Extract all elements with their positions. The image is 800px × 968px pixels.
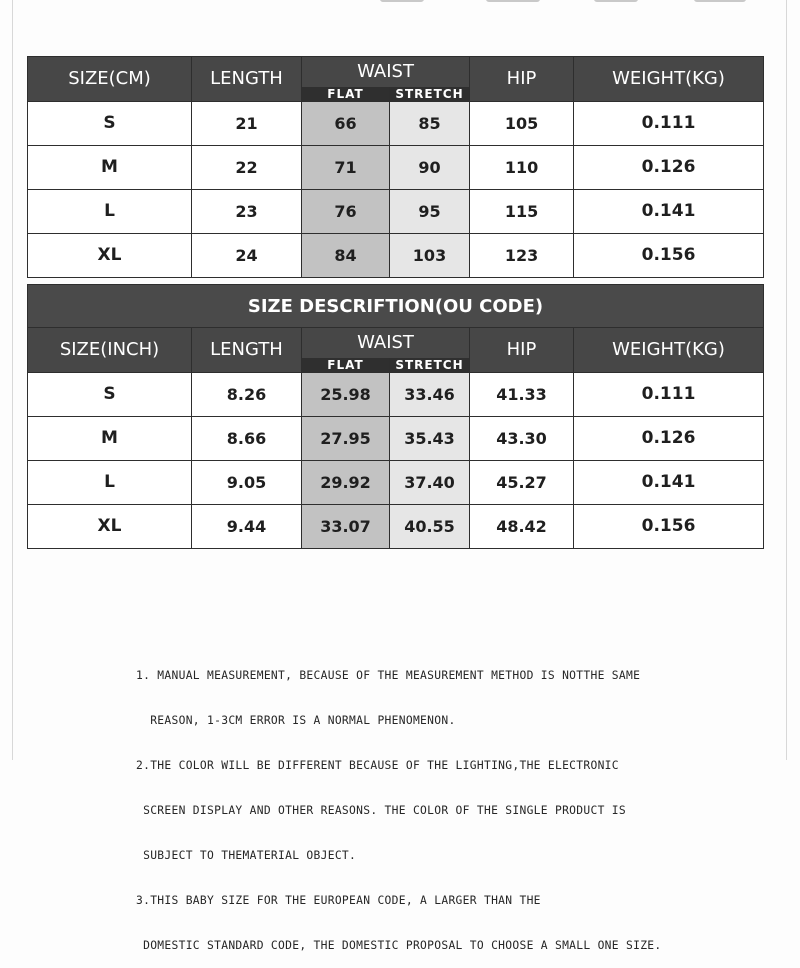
table-row — [28, 145, 764, 189]
weight-cell: 0.126 — [574, 416, 764, 460]
size-table-cm — [27, 56, 764, 278]
size-cell: L — [28, 189, 192, 233]
waist-flat-cell: 84 — [302, 233, 390, 277]
table-title: SIZE DESCRIFTION(OU CODE) — [28, 285, 764, 328]
table-row — [28, 101, 764, 145]
title-row — [28, 285, 764, 328]
length-cell: 9.05 — [192, 460, 302, 504]
note-line: SUBJECT TO THEMATERIAL OBJECT. — [136, 849, 357, 862]
hip-cell: 105 — [470, 101, 574, 145]
hip-column-header: HIP — [470, 328, 574, 373]
weight-column-header: WEIGHT(KG) — [574, 328, 764, 373]
table-row — [28, 416, 764, 460]
size-cell: L — [28, 460, 192, 504]
header-row — [28, 57, 764, 87]
length-cell: 21 — [192, 101, 302, 145]
waist-stretch-cell: 40.55 — [390, 504, 470, 548]
right-frame-line — [786, 0, 787, 760]
size-column-header: SIZE(INCH) — [28, 328, 192, 373]
hip-cell: 48.42 — [470, 504, 574, 548]
weight-cell: 0.141 — [574, 460, 764, 504]
waist-flat-cell: 71 — [302, 145, 390, 189]
weight-cell: 0.141 — [574, 189, 764, 233]
weight-cell: 0.156 — [574, 233, 764, 277]
table-row — [28, 233, 764, 277]
table-row — [28, 372, 764, 416]
size-cell: S — [28, 101, 192, 145]
stretch-subheader: STRETCH — [390, 358, 470, 373]
weight-cell: 0.111 — [574, 101, 764, 145]
hip-cell: 110 — [470, 145, 574, 189]
size-column-header: SIZE(CM) — [28, 57, 192, 102]
waist-stretch-cell: 33.46 — [390, 372, 470, 416]
size-table-inch — [27, 284, 764, 549]
top-edge-remnants — [0, 0, 800, 8]
waist-flat-cell: 76 — [302, 189, 390, 233]
waist-stretch-cell: 103 — [390, 233, 470, 277]
length-column-header: LENGTH — [192, 57, 302, 102]
flat-subheader: FLAT — [302, 87, 390, 102]
note-line: 2.THE COLOR WILL BE DIFFERENT BECAUSE OF THE LIGHTING,THE ELECTRONIC — [136, 759, 619, 772]
waist-stretch-cell: 37.40 — [390, 460, 470, 504]
size-cell: XL — [28, 233, 192, 277]
note-line: DOMESTIC STANDARD CODE, THE DOMESTIC PROPOSAL TO CHOOSE A SMALL ONE SIZE. — [136, 939, 662, 952]
hip-cell: 123 — [470, 233, 574, 277]
note-line: 1. MANUAL MEASUREMENT, BECAUSE OF THE MEASUREMENT METHOD IS NOTTHE SAME — [136, 669, 641, 682]
waist-stretch-cell: 90 — [390, 145, 470, 189]
waist-flat-cell: 29.92 — [302, 460, 390, 504]
size-cell: S — [28, 372, 192, 416]
waist-stretch-cell: 95 — [390, 189, 470, 233]
hip-cell: 43.30 — [470, 416, 574, 460]
size-cell: M — [28, 145, 192, 189]
length-cell: 8.26 — [192, 372, 302, 416]
stretch-subheader: STRETCH — [390, 87, 470, 102]
header-row — [28, 328, 764, 358]
length-cell: 8.66 — [192, 416, 302, 460]
note-line: 3.THIS BABY SIZE FOR THE EUROPEAN CODE, A LARGER THAN THE — [136, 894, 541, 907]
waist-flat-cell: 25.98 — [302, 372, 390, 416]
weight-cell: 0.111 — [574, 372, 764, 416]
weight-column-header: WEIGHT(KG) — [574, 57, 764, 102]
size-cell: M — [28, 416, 192, 460]
length-cell: 23 — [192, 189, 302, 233]
waist-stretch-cell: 35.43 — [390, 416, 470, 460]
table-row — [28, 189, 764, 233]
size-cell: XL — [28, 504, 192, 548]
length-cell: 9.44 — [192, 504, 302, 548]
note-line: REASON, 1-3CM ERROR IS A NORMAL PHENOMENON. — [136, 714, 456, 727]
length-cell: 24 — [192, 233, 302, 277]
waist-column-header: WAIST — [302, 57, 470, 87]
hip-cell: 45.27 — [470, 460, 574, 504]
note-line: SCREEN DISPLAY AND OTHER REASONS. THE COLOR OF THE SINGLE PRODUCT IS — [136, 804, 626, 817]
table-row — [28, 460, 764, 504]
table-row — [28, 504, 764, 548]
weight-cell: 0.126 — [574, 145, 764, 189]
waist-flat-cell: 27.95 — [302, 416, 390, 460]
hip-cell: 41.33 — [470, 372, 574, 416]
waist-flat-cell: 33.07 — [302, 504, 390, 548]
hip-cell: 115 — [470, 189, 574, 233]
measurement-notes — [136, 638, 776, 968]
flat-subheader: FLAT — [302, 358, 390, 373]
left-frame-line — [12, 0, 13, 760]
waist-flat-cell: 66 — [302, 101, 390, 145]
length-cell: 22 — [192, 145, 302, 189]
waist-column-header: WAIST — [302, 328, 470, 358]
weight-cell: 0.156 — [574, 504, 764, 548]
waist-stretch-cell: 85 — [390, 101, 470, 145]
length-column-header: LENGTH — [192, 328, 302, 373]
hip-column-header: HIP — [470, 57, 574, 102]
